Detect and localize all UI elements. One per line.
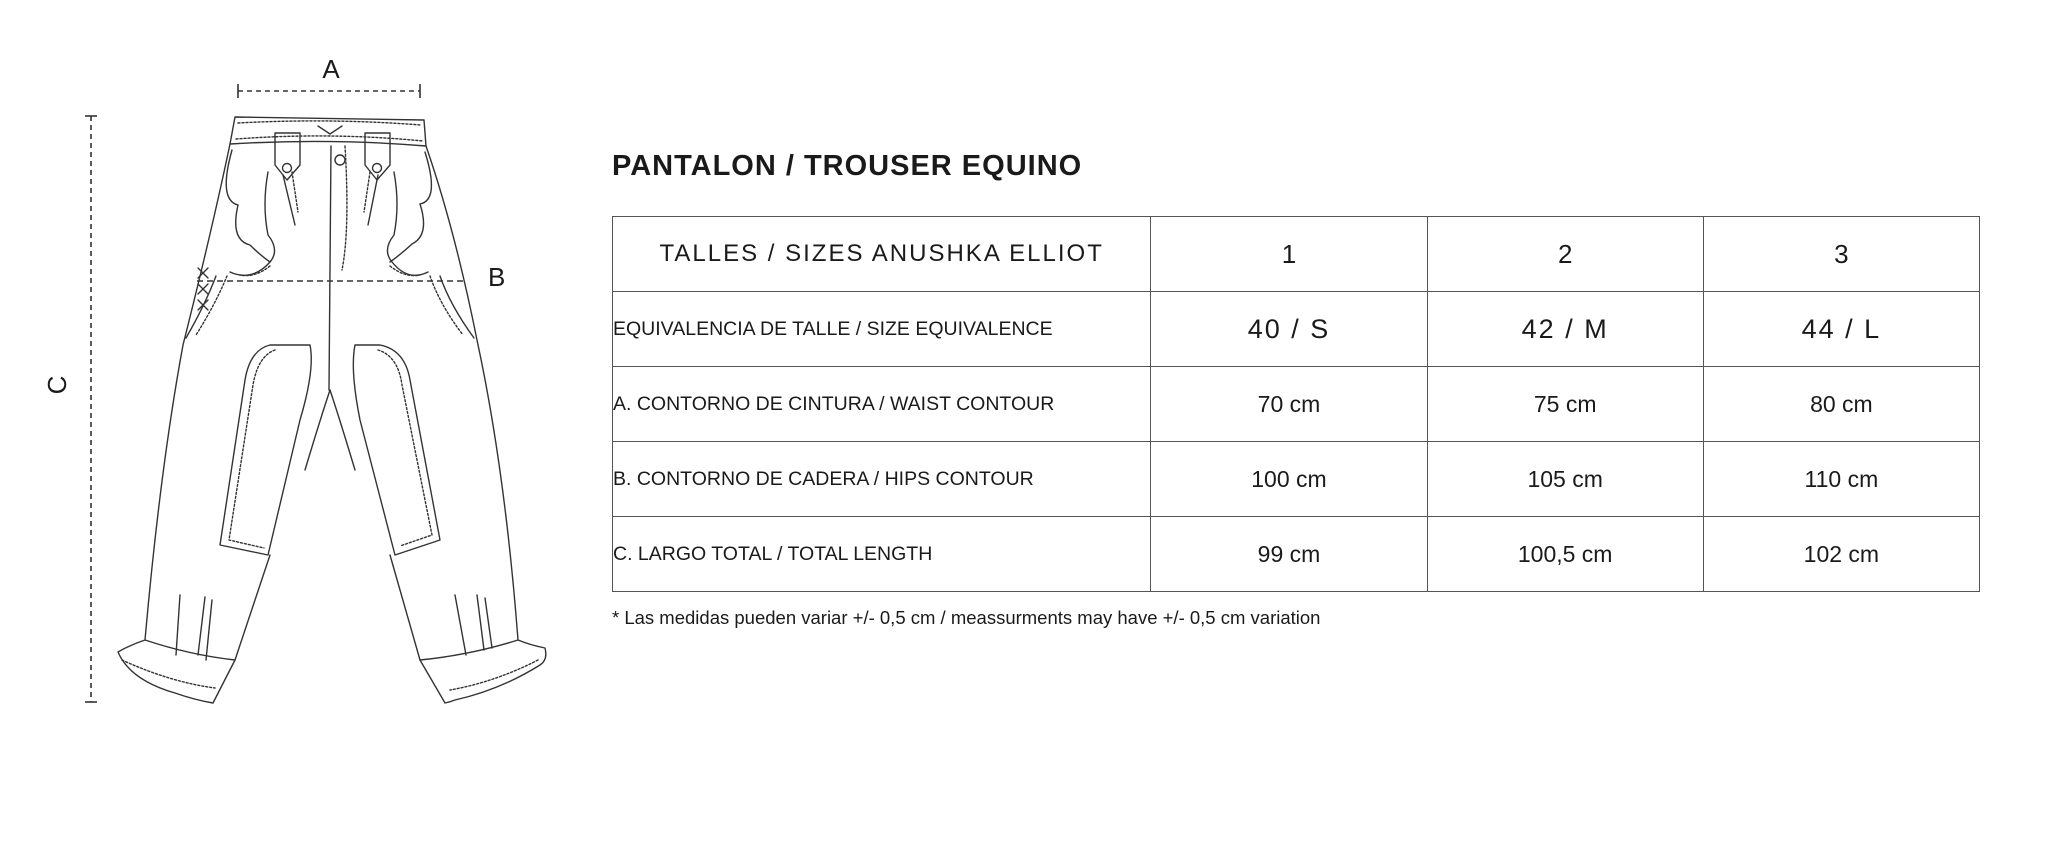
page-title: PANTALON / TROUSER EQUINO (612, 150, 1083, 182)
table-row-waist-contour (613, 367, 1980, 442)
footnote: * Las medidas pueden variar +/- 0,5 cm / meassurments may have +/- 0,5 cm variation (612, 607, 1321, 628)
dimension-b-label: B (488, 262, 506, 292)
size-chart-table (612, 216, 1980, 592)
row-label: B. CONTORNO DE CADERA / HIPS CONTOUR (613, 442, 1151, 517)
table-cell: 105 cm (1427, 442, 1703, 517)
dimension-a-label: A (322, 54, 340, 84)
size-header-1: 1 (1151, 217, 1427, 292)
row-label: A. CONTORNO DE CINTURA / WAIST CONTOUR (613, 367, 1151, 442)
dimension-c (42, 116, 97, 702)
table-cell: 75 cm (1427, 367, 1703, 442)
dimension-b (197, 262, 505, 292)
table-header-row (613, 217, 1980, 292)
table-cell: 99 cm (1151, 517, 1427, 592)
size-header-3: 3 (1703, 217, 1979, 292)
table-cell: 40 / S (1151, 292, 1427, 367)
dimension-c-label: C (42, 375, 72, 395)
table-cell: 100,5 cm (1427, 517, 1703, 592)
table-cell: 80 cm (1703, 367, 1979, 442)
table-cell: 110 cm (1703, 442, 1979, 517)
trouser-technical-drawing (0, 0, 580, 851)
trouser-outline (118, 117, 546, 703)
table-row-size-equivalence (613, 292, 1980, 367)
table-cell: 42 / M (1427, 292, 1703, 367)
size-header-2: 2 (1427, 217, 1703, 292)
table-cell: 100 cm (1151, 442, 1427, 517)
table-cell: 70 cm (1151, 367, 1427, 442)
table-cell: 44 / L (1703, 292, 1979, 367)
table-row-total-length (613, 517, 1980, 592)
row-label: EQUIVALENCIA DE TALLE / SIZE EQUIVALENCE (613, 292, 1151, 367)
table-row-hips-contour (613, 442, 1980, 517)
dimension-a (238, 54, 420, 98)
table-header-label: TALLES / SIZES ANUSHKA ELLIOT (613, 217, 1151, 292)
row-label: C. LARGO TOTAL / TOTAL LENGTH (613, 517, 1151, 592)
trouser-illustration (0, 0, 580, 851)
table-cell: 102 cm (1703, 517, 1979, 592)
